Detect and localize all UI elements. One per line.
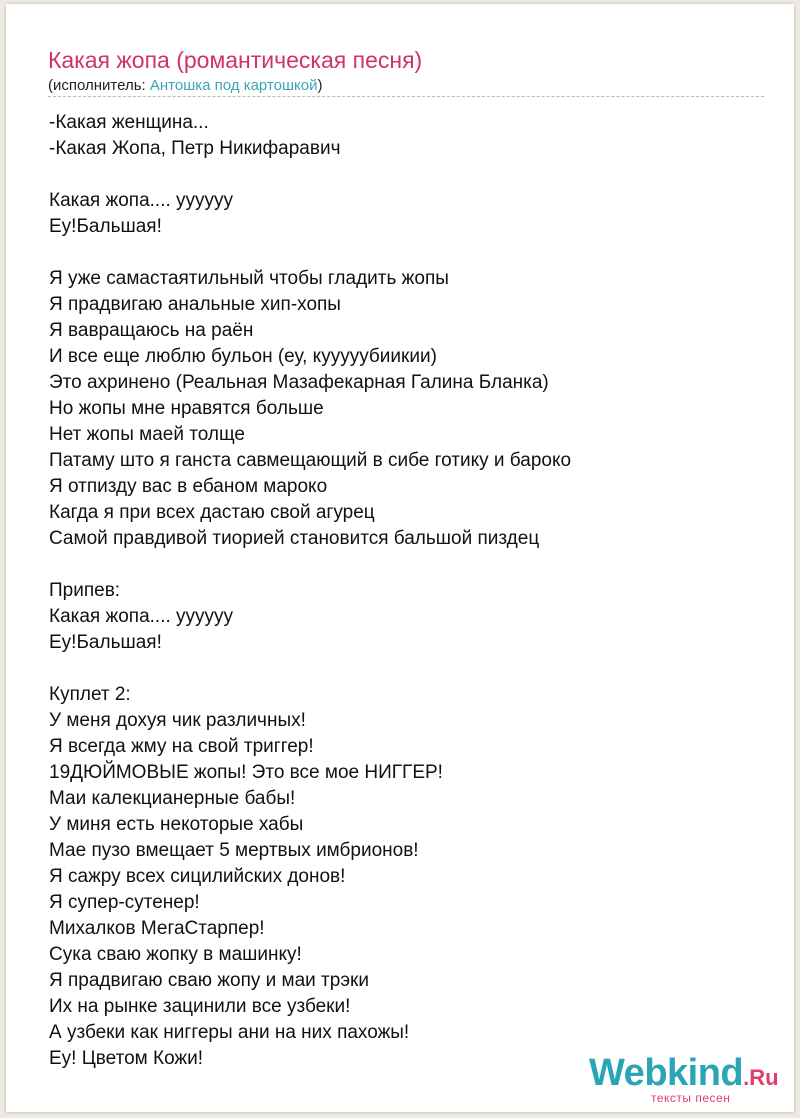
lyric-line: Я сажру всех сицилийских донов! <box>49 866 346 887</box>
lyric-line: У меня дохуя чик различных! <box>49 710 306 731</box>
logo-subtitle: тексты песен <box>651 1091 731 1105</box>
lyric-line: Я всегда жму на свой триггер! <box>49 736 314 757</box>
lyric-line: Нет жопы маей толще <box>49 424 245 445</box>
lyric-line: Патаму што я ганста савмещающий в сибе готику и бароко <box>49 450 572 471</box>
lyric-line: Я супер-сутенер! <box>49 892 200 913</box>
divider <box>48 96 764 97</box>
lyric-line: Какая жопа.... уууууу <box>49 606 234 627</box>
lyric-line: Сука сваю жопку в машинку! <box>49 944 302 965</box>
lyric-line: Я прадвигаю сваю жопу и маи трэки <box>49 970 369 991</box>
lyric-line: Куплет 2: <box>49 684 131 705</box>
lyric-line: Самой правдивой тиорией становится бальшой пиздец <box>49 528 540 549</box>
song-title: Какая жопа (романтическая песня) <box>48 47 423 73</box>
artist-prefix: (исполнитель: <box>48 77 150 94</box>
lyric-line: 19ДЮЙМОВЫЕ жопы! Это все мое НИГГЕР! <box>49 762 443 783</box>
lyric-line: Маи калекцианерные бабы! <box>49 788 296 809</box>
lyric-line: Это ахринено (Реальная Мазафекарная Галина Бланка) <box>49 372 549 393</box>
stanza-break <box>49 240 769 266</box>
lyric-line: Я вавращаюсь на раён <box>49 320 254 341</box>
lyrics-page <box>6 4 794 1112</box>
lyric-line: Еу!Бальшая! <box>49 216 162 237</box>
lyric-line: Михалков МегаСтарпер! <box>49 918 265 939</box>
artist-link[interactable]: Антошка под картошкой <box>149 77 318 94</box>
stanza-break <box>49 552 769 578</box>
lyric-line: Я отпизду вас в ебаном мароко <box>49 476 328 497</box>
lyric-line: А узбеки как ниггеры ани на них пахожы! <box>49 1022 410 1043</box>
logo-domain: .Ru <box>743 1065 779 1090</box>
lyric-line: Но жопы мне нравятся больше <box>49 398 324 419</box>
lyric-line: Я уже самастаятильный чтобы гладить жопы <box>49 268 449 289</box>
artist-suffix: ) <box>317 77 323 94</box>
lyric-line: Их на рынке зацинили все узбеки! <box>49 996 351 1017</box>
lyric-line: У миня есть некоторые хабы <box>49 814 304 835</box>
lyric-line: -Какая Жопа, Петр Никифаравич <box>49 138 341 159</box>
lyric-line: И все еще люблю бульон (еу, кууууубиикии) <box>49 346 437 367</box>
lyric-line: Припев: <box>49 580 121 601</box>
webkind-logo[interactable] <box>589 1052 779 1105</box>
lyric-line: Я прадвигаю анальные хип-хопы <box>49 294 341 315</box>
artist-line <box>48 77 322 95</box>
lyric-line: -Какая женщина... <box>49 112 209 133</box>
lyrics-body <box>49 110 769 1072</box>
lyric-line: Еу!Бальшая! <box>49 632 162 653</box>
stanza-break <box>49 162 769 188</box>
lyric-line: Кагда я при всех дастаю свой агурец <box>49 502 375 523</box>
logo-text: Webkind <box>589 1052 744 1094</box>
stanza-break <box>49 656 769 682</box>
lyric-line: Еу! Цветом Кожи! <box>49 1048 204 1069</box>
lyric-line: Мае пузо вмещает 5 мертвых имбрионов! <box>49 840 419 861</box>
lyric-line: Какая жопа.... уууууу <box>49 190 234 211</box>
